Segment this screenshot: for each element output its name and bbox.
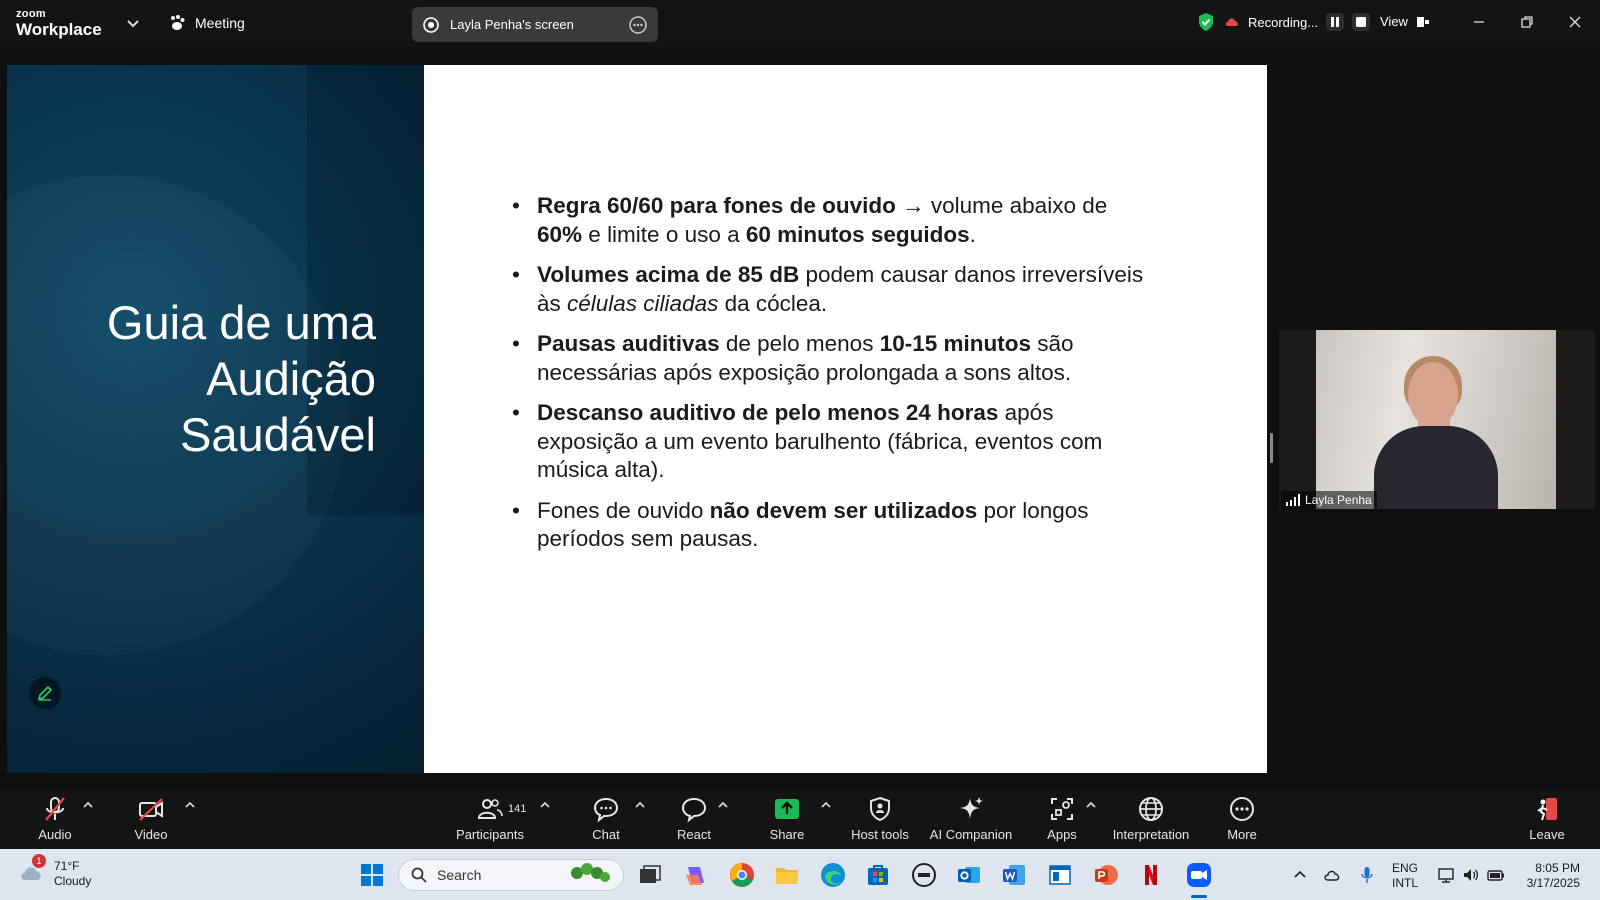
- pencil-icon: [36, 684, 54, 702]
- leave-button[interactable]: [1497, 795, 1597, 842]
- logo-big-text: Workplace: [16, 20, 102, 39]
- bullet-text-segment: .: [969, 221, 976, 247]
- bullet-text-segment: 60%: [537, 221, 583, 247]
- weather-notification-badge: 1: [32, 854, 46, 868]
- sparkle-icon: [957, 795, 985, 823]
- slide-bullet: [512, 330, 1152, 387]
- zoom-workplace-logo: [16, 9, 102, 38]
- keyboard-layout: INTL: [1392, 876, 1419, 890]
- globe-icon: [1137, 795, 1165, 823]
- restore-icon[interactable]: [1517, 12, 1537, 32]
- camera-off-icon: [137, 795, 165, 823]
- bullet-text-segment: Volumes acima de 85 dB: [537, 262, 800, 287]
- chat-icon: [592, 795, 620, 823]
- slide-content-panel: [424, 65, 1267, 773]
- battery-icon[interactable]: [1486, 865, 1506, 885]
- leave-icon: [1533, 795, 1561, 823]
- language-code: ENG: [1392, 861, 1419, 875]
- window-app-icon[interactable]: [1046, 861, 1074, 889]
- view-label: View: [1380, 14, 1408, 29]
- logo-small-text: zoom: [16, 8, 46, 20]
- more-label: More: [1227, 827, 1257, 842]
- pause-recording-button[interactable]: [1326, 13, 1344, 31]
- meeting-menu[interactable]: [168, 14, 245, 32]
- bullet-text-segment: 10-15 minutos: [879, 331, 1031, 356]
- word-icon[interactable]: [1000, 861, 1028, 889]
- bullet-text-segment: Pausas auditivas: [537, 331, 720, 356]
- shamrock-icon: [567, 863, 611, 887]
- bullet-text-segment: Fones de ouvido: [537, 497, 710, 523]
- signal-strength-icon: [1286, 494, 1300, 506]
- bullet-text-segment: → volume abaixo de: [895, 193, 1108, 218]
- recording-status: [1196, 12, 1370, 32]
- cloud-record-icon: [1224, 15, 1240, 29]
- video-label: Video: [134, 827, 168, 842]
- share-label: Layla Penha's screen: [450, 17, 574, 32]
- meeting-toolbar: [0, 789, 1600, 849]
- share-label-toolbar: Share: [769, 827, 805, 842]
- apps-button[interactable]: [1012, 795, 1112, 842]
- weather-temperature: 71°F: [54, 859, 80, 873]
- stop-icon: [1356, 17, 1366, 27]
- mic-muted-icon: [41, 795, 69, 823]
- host-tools-label: Host tools: [851, 827, 909, 842]
- slide-title-panel: [7, 65, 424, 773]
- participant-video-tile[interactable]: [1279, 330, 1595, 509]
- more-options-icon[interactable]: [628, 15, 648, 35]
- microphone-icon[interactable]: [1357, 865, 1377, 885]
- slide-bullet: [512, 261, 1152, 318]
- active-app-indicator: [1191, 895, 1207, 898]
- system-clock[interactable]: [1512, 861, 1580, 891]
- ai-companion-label: AI Companion: [929, 827, 1013, 842]
- react-label: React: [677, 827, 711, 842]
- interpretation-label: Interpretation: [1112, 827, 1190, 842]
- apps-options-caret[interactable]: [1085, 799, 1097, 811]
- paw-icon: [168, 14, 186, 32]
- clock-time: 8:05 PM: [1535, 861, 1580, 875]
- outlook-icon[interactable]: [955, 861, 983, 889]
- more-icon: [1228, 795, 1256, 823]
- file-explorer-icon[interactable]: [773, 861, 801, 889]
- participants-count: 141: [508, 803, 527, 815]
- stop-recording-button[interactable]: [1352, 13, 1370, 31]
- participants-label: Participants: [456, 827, 524, 842]
- powerpoint-icon[interactable]: [1092, 861, 1120, 889]
- weather-description: Cloudy: [54, 874, 92, 888]
- more-button[interactable]: [1192, 795, 1292, 842]
- react-options-caret[interactable]: [717, 799, 729, 811]
- slide-title: Guia de uma Audição Saudável: [106, 296, 376, 461]
- top-bar: [0, 0, 1600, 47]
- apps-label: Apps: [1047, 827, 1077, 842]
- volume-icon[interactable]: [1461, 865, 1481, 885]
- audio-options-caret[interactable]: [82, 799, 94, 811]
- chrome-icon[interactable]: [728, 861, 756, 889]
- recording-label: Recording...: [1248, 14, 1319, 30]
- slide-bullet: [512, 399, 1152, 485]
- bullet-text-segment: não devem ser utilizados: [709, 497, 978, 523]
- heart-reaction-icon: [680, 795, 708, 823]
- react-button[interactable]: [644, 795, 744, 842]
- annotate-button[interactable]: [29, 677, 61, 709]
- bullet-text-segment: são necessárias após exposição prolongada a sons altos.: [537, 331, 1074, 385]
- participants-options-caret[interactable]: [539, 799, 551, 811]
- show-hidden-icons-chevron[interactable]: [1290, 865, 1310, 885]
- bullet-text-segment: Descanso auditivo de pelo menos 24 horas: [537, 400, 999, 425]
- share-screen-icon: [773, 795, 801, 823]
- bullet-text-segment: por longos períodos sem pausas.: [537, 497, 1089, 551]
- panel-resize-handle[interactable]: [1270, 433, 1273, 463]
- bullet-text-segment: células ciliadas: [567, 290, 719, 316]
- display-network-icon[interactable]: [1437, 865, 1457, 885]
- shield-icon: [866, 795, 894, 823]
- dell-icon[interactable]: [910, 861, 938, 889]
- bullet-text-segment: da cóclea.: [718, 290, 828, 316]
- search-placeholder: Search: [437, 867, 482, 883]
- clock-date: 3/17/2025: [1526, 876, 1580, 890]
- video-feed: [1316, 330, 1556, 509]
- participant-name: Layla Penha: [1305, 493, 1372, 507]
- slide-bullet: [512, 497, 1152, 554]
- pause-icon: [1330, 17, 1340, 27]
- bullet-list: [512, 192, 1152, 566]
- audio-label: Audio: [38, 827, 72, 842]
- chevron-down-icon[interactable]: [124, 14, 142, 32]
- bullet-text-segment: 60 minutos seguidos: [745, 221, 970, 247]
- view-menu[interactable]: [1380, 14, 1430, 29]
- onedrive-cloud-icon[interactable]: [1323, 865, 1343, 885]
- taskbar-search-box[interactable]: [398, 859, 624, 891]
- apps-grid-icon: [1048, 795, 1076, 823]
- meeting-label: Meeting: [195, 15, 245, 31]
- chat-label: Chat: [592, 827, 620, 842]
- leave-label: Leave: [1529, 827, 1565, 842]
- screen-share-indicator[interactable]: [412, 7, 658, 42]
- netflix-icon[interactable]: [1137, 861, 1165, 889]
- weather-icon-wrap: [18, 856, 46, 888]
- bullet-text-segment: após exposição a um evento barulhento (fábrica, eventos com música alta).: [537, 400, 1103, 482]
- copilot-icon[interactable]: [682, 861, 710, 889]
- close-icon[interactable]: [1565, 12, 1585, 32]
- interpretation-button[interactable]: [1101, 795, 1201, 842]
- video-options-caret[interactable]: [184, 799, 196, 811]
- windows-taskbar: [0, 849, 1600, 900]
- participants-icon: [476, 795, 504, 823]
- ai-companion-button[interactable]: [921, 795, 1021, 842]
- bullet-text-segment: de pelo menos: [719, 331, 880, 356]
- screen-share-icon: [422, 16, 440, 34]
- slide-bullet: [512, 192, 1152, 249]
- search-icon: [411, 867, 427, 883]
- bullet-text-segment: e limite o uso a: [582, 221, 746, 247]
- minimize-icon[interactable]: [1469, 12, 1489, 32]
- bullet-text-segment: Regra 60/60 para fones de ouvido: [537, 193, 896, 218]
- edge-icon[interactable]: [819, 861, 847, 889]
- windows-start-icon[interactable]: [358, 861, 386, 889]
- task-view-icon[interactable]: [636, 861, 664, 889]
- microsoft-store-icon[interactable]: [864, 861, 892, 889]
- weather-widget[interactable]: [18, 856, 92, 889]
- bullet-text-segment: podem causar danos irreversíveis às: [537, 262, 1144, 316]
- zoom-app-icon[interactable]: [1185, 861, 1213, 889]
- participant-name-tag: [1281, 491, 1377, 509]
- host-tools-button[interactable]: [830, 795, 930, 842]
- view-layout-icon: [1416, 15, 1430, 29]
- shield-check-icon: [1196, 12, 1216, 32]
- input-language-indicator[interactable]: [1392, 861, 1418, 891]
